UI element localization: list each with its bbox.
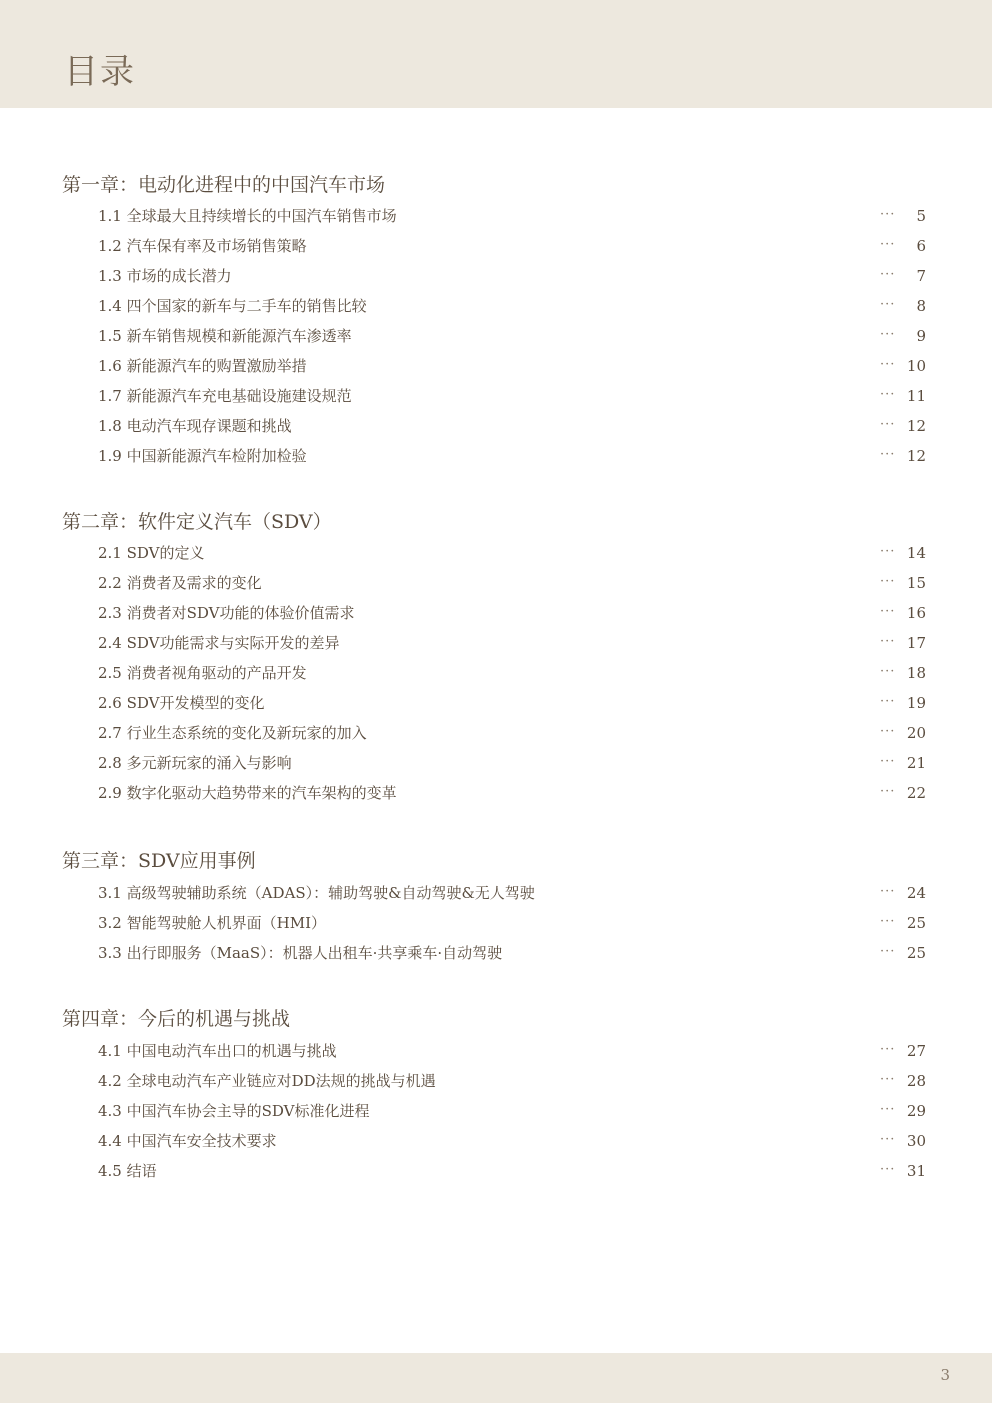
toc-leader-dots: ··· <box>880 237 896 252</box>
toc-entry-label: 2.7 行业生态系统的变化及新玩家的加入 <box>98 724 367 742</box>
toc-leader-dots: ··· <box>880 724 896 739</box>
toc-leader-dots: ··· <box>880 387 896 402</box>
toc-entry[interactable] <box>0 445 992 467</box>
toc-entry-label: 2.2 消费者及需求的变化 <box>98 574 262 592</box>
toc-entry-label: 4.5 结语 <box>98 1162 157 1180</box>
toc-entry-page: 21 <box>906 754 926 772</box>
toc-entry-label: 1.9 中国新能源汽车检附加检验 <box>98 447 307 465</box>
header-band <box>0 0 992 108</box>
toc-entry[interactable] <box>0 355 992 377</box>
toc-entry-label: 2.8 多元新玩家的涌入与影响 <box>98 754 292 772</box>
toc-leader-dots: ··· <box>880 544 896 559</box>
toc-entry-page: 12 <box>906 447 926 465</box>
toc-entry[interactable] <box>0 1040 992 1062</box>
toc-leader-dots: ··· <box>880 884 896 899</box>
toc-leader-dots: ··· <box>880 604 896 619</box>
toc-entry[interactable] <box>0 205 992 227</box>
toc-leader-dots: ··· <box>880 694 896 709</box>
toc-entry[interactable] <box>0 782 992 804</box>
toc-entry[interactable] <box>0 662 992 684</box>
toc-entry[interactable] <box>0 385 992 407</box>
toc-entry[interactable] <box>0 542 992 564</box>
toc-leader-dots: ··· <box>880 1132 896 1147</box>
toc-entry-page: 7 <box>916 267 926 285</box>
toc-entry-label: 2.4 SDV功能需求与实际开发的差异 <box>98 634 340 652</box>
toc-entry-label: 1.1 全球最大且持续增长的中国汽车销售市场 <box>98 207 397 225</box>
toc-entry[interactable] <box>0 602 992 624</box>
toc-leader-dots: ··· <box>880 267 896 282</box>
page-number: 3 <box>940 1366 950 1384</box>
toc-entry-page: 9 <box>916 327 926 345</box>
toc-leader-dots: ··· <box>880 754 896 769</box>
toc-entry-label: 1.3 市场的成长潜力 <box>98 267 232 285</box>
toc-entry-label: 1.8 电动汽车现存课题和挑战 <box>98 417 292 435</box>
chapter-title[interactable]: 第二章：软件定义汽车（SDV） <box>62 511 332 533</box>
toc-leader-dots: ··· <box>880 944 896 959</box>
toc-entry-label: 3.2 智能驾驶舱人机界面（HMI） <box>98 914 326 932</box>
toc-entry-label: 2.5 消费者视角驱动的产品开发 <box>98 664 307 682</box>
toc-entry-page: 15 <box>906 574 926 592</box>
toc-entry[interactable] <box>0 692 992 714</box>
toc-entry-page: 6 <box>916 237 926 255</box>
toc-entry-label: 2.9 数字化驱动大趋势带来的汽车架构的变革 <box>98 784 397 802</box>
toc-entry-page: 25 <box>906 914 926 932</box>
toc-entry-page: 31 <box>906 1162 926 1180</box>
toc-leader-dots: ··· <box>880 574 896 589</box>
chapter-title[interactable]: 第一章：电动化进程中的中国汽车市场 <box>62 174 386 196</box>
footer-band <box>0 1353 992 1403</box>
toc-leader-dots: ··· <box>880 914 896 929</box>
toc-entry-label: 4.4 中国汽车安全技术要求 <box>98 1132 277 1150</box>
toc-entry-label: 1.7 新能源汽车充电基础设施建设规范 <box>98 387 352 405</box>
toc-leader-dots: ··· <box>880 1072 896 1087</box>
toc-leader-dots: ··· <box>880 1162 896 1177</box>
toc-leader-dots: ··· <box>880 417 896 432</box>
toc-entry[interactable] <box>0 572 992 594</box>
toc-entry[interactable] <box>0 1070 992 1092</box>
toc-leader-dots: ··· <box>880 664 896 679</box>
toc-entry-page: 29 <box>906 1102 926 1120</box>
toc-entry-page: 12 <box>906 417 926 435</box>
toc-entry[interactable] <box>0 415 992 437</box>
toc-entry[interactable] <box>0 752 992 774</box>
toc-entry-label: 1.2 汽车保有率及市场销售策略 <box>98 237 307 255</box>
chapter-title[interactable]: 第三章：SDV应用事例 <box>62 850 256 872</box>
toc-entry-label: 1.6 新能源汽车的购置激励举措 <box>98 357 307 375</box>
toc-leader-dots: ··· <box>880 447 896 462</box>
toc-entry-label: 1.5 新车销售规模和新能源汽车渗透率 <box>98 327 352 345</box>
toc-entry-page: 18 <box>906 664 926 682</box>
toc-leader-dots: ··· <box>880 297 896 312</box>
toc-entry[interactable] <box>0 325 992 347</box>
toc-entry-page: 28 <box>906 1072 926 1090</box>
toc-entry-label: 2.3 消费者对SDV功能的体验价值需求 <box>98 604 355 622</box>
toc-entry[interactable] <box>0 295 992 317</box>
toc-entry-page: 10 <box>906 357 926 375</box>
toc-entry-label: 2.6 SDV开发模型的变化 <box>98 694 265 712</box>
toc-entry[interactable] <box>0 912 992 934</box>
toc-leader-dots: ··· <box>880 1042 896 1057</box>
toc-entry-label: 4.1 中国电动汽车出口的机遇与挑战 <box>98 1042 337 1060</box>
toc-entry-page: 30 <box>906 1132 926 1150</box>
toc-entry[interactable] <box>0 1160 992 1182</box>
toc-entry-page: 19 <box>906 694 926 712</box>
toc-entry-page: 25 <box>906 944 926 962</box>
toc-leader-dots: ··· <box>880 784 896 799</box>
toc-entry-page: 11 <box>906 387 926 405</box>
toc-entry[interactable] <box>0 1130 992 1152</box>
toc-entry[interactable] <box>0 942 992 964</box>
toc-entry-page: 8 <box>916 297 926 315</box>
toc-entry-label: 3.3 出行即服务（MaaS）：机器人出租车·共享乘车·自动驾驶 <box>98 944 503 962</box>
toc-entry-page: 27 <box>906 1042 926 1060</box>
toc-entry-page: 14 <box>906 544 926 562</box>
toc-leader-dots: ··· <box>880 1102 896 1117</box>
toc-entry-page: 22 <box>906 784 926 802</box>
toc-entry[interactable] <box>0 722 992 744</box>
page-title: 目录 <box>64 52 136 92</box>
toc-entry[interactable] <box>0 882 992 904</box>
chapter-title[interactable]: 第四章：今后的机遇与挑战 <box>62 1008 291 1030</box>
toc-entry-label: 4.2 全球电动汽车产业链应对DD法规的挑战与机遇 <box>98 1072 436 1090</box>
toc-entry-page: 20 <box>906 724 926 742</box>
toc-entry-page: 17 <box>906 634 926 652</box>
toc-entry-label: 4.3 中国汽车协会主导的SDV标准化进程 <box>98 1102 370 1120</box>
toc-entry-page: 5 <box>916 207 926 225</box>
toc-entry[interactable] <box>0 632 992 654</box>
toc-entry-page: 16 <box>906 604 926 622</box>
toc-entry[interactable] <box>0 1100 992 1122</box>
toc-leader-dots: ··· <box>880 207 896 222</box>
toc-entry-label: 1.4 四个国家的新车与二手车的销售比较 <box>98 297 367 315</box>
toc-entry-page: 24 <box>906 884 926 902</box>
toc-entry[interactable] <box>0 265 992 287</box>
toc-leader-dots: ··· <box>880 634 896 649</box>
toc-entry[interactable] <box>0 235 992 257</box>
toc-leader-dots: ··· <box>880 357 896 372</box>
toc-entry-label: 2.1 SDV的定义 <box>98 544 205 562</box>
toc-leader-dots: ··· <box>880 327 896 342</box>
toc-entry-label: 3.1 高级驾驶辅助系统（ADAS）：辅助驾驶&自动驾驶&无人驾驶 <box>98 884 535 902</box>
